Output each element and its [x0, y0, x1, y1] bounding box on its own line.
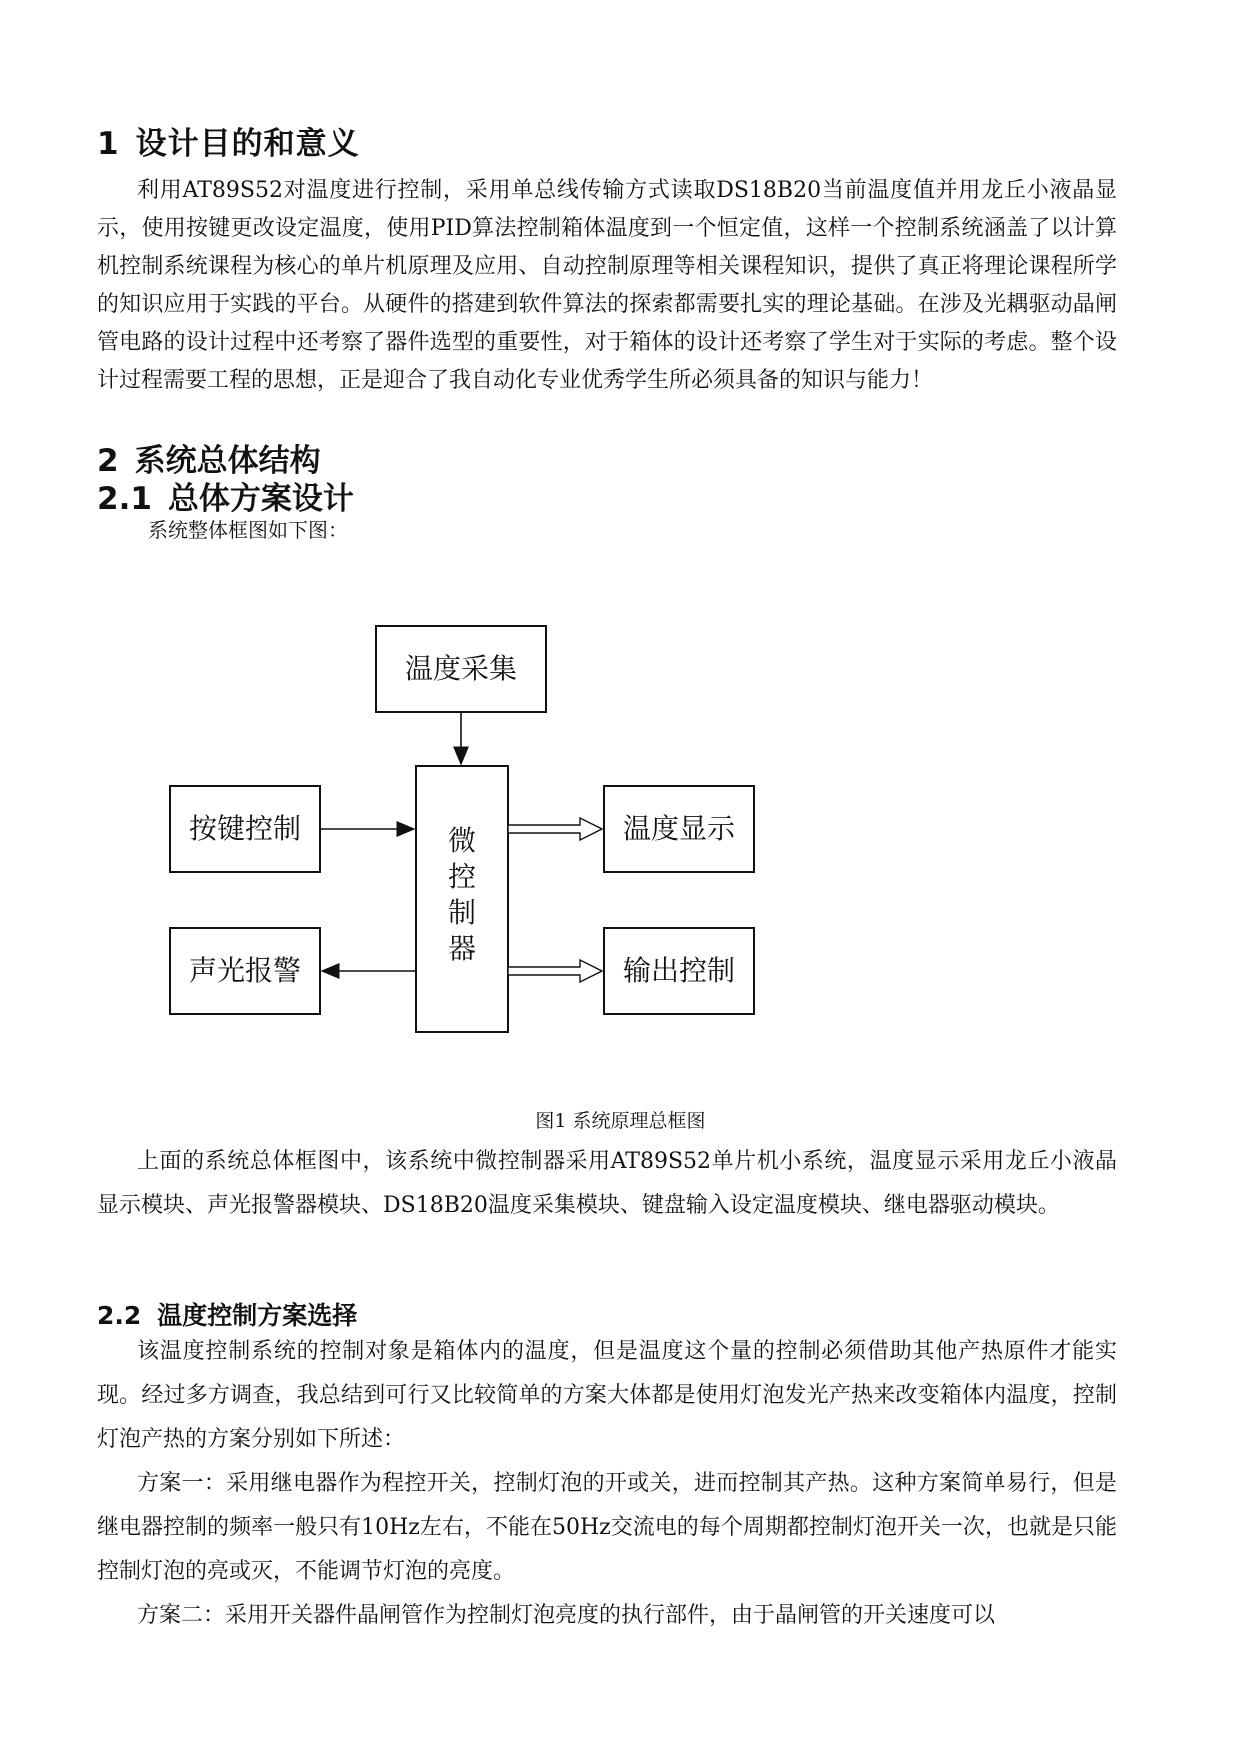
label-mcu-char-3: 制	[447, 896, 477, 929]
label-output-control: 输出控制	[622, 954, 736, 987]
hollow-arrow-mcu-to-output	[508, 960, 602, 982]
label-temperature-acquisition: 温度采集	[404, 652, 518, 685]
section-2-2-number: 2.2	[97, 1301, 142, 1330]
section-2-number: 2	[97, 443, 119, 479]
label-alarm: 声光报警	[188, 954, 302, 987]
label-mcu-char-2: 控	[447, 860, 477, 893]
label-mcu-char-1: 微	[447, 824, 477, 857]
section-2-2-paragraph-2: 方案一：采用继电器作为程控开关，控制灯泡的开或关，进而控制其产热。这种方案简单易行，但是继电器控制的频率一般只有10Hz左右，不能在50Hz交流电的每个周期都控制灯泡开关一次，也就是只能控制灯泡的亮或灭，不能调节灯泡的亮度。	[97, 1471, 1117, 1584]
section-2-2-paragraph-1: 该温度控制系统的控制对象是箱体内的温度，但是温度这个量的控制必须借助其他产热原件才能实现。经过多方调查，我总结到可行又比较简单的方案大体都是使用灯泡发光产热来改变箱体内温度，控制灯泡产热的方案分别如下所述：	[97, 1339, 1117, 1452]
diagram-explanation-paragraph: 上面的系统总体框图中，该系统中微控制器采用AT89S52单片机小系统，温度显示采用龙丘小液晶显示模块、声光报警器模块、DS18B20温度采集模块、键盘输入设定温度模块、继电器驱动模块。	[97, 1149, 1117, 1218]
section-2-1-number: 2.1	[97, 481, 152, 517]
label-key-control: 按键控制	[188, 812, 302, 845]
section-2-title: 系统总体结构	[134, 443, 321, 479]
section-2-2-paragraph-3: 方案二：采用开关器件晶闸管作为控制灯泡亮度的执行部件，由于晶闸管的开关速度可以	[137, 1603, 996, 1628]
section-2-1-title: 总体方案设计	[167, 481, 354, 517]
figure-caption: 图1 系统原理总框图	[535, 1110, 706, 1132]
section-2-2-heading	[97, 1296, 357, 1332]
section-1-paragraph: 利用AT89S52对温度进行控制，采用单总线传输方式读取DS18B20当前温度值并用龙丘小液晶显示，使用按键更改设定温度，使用PID算法控制箱体温度到一个恒定值，这样一个控制系统涵盖了以计算机控制系统课程为核心的单片机原理及应用、自动控制原理等相关课程知识，提供了真正将理论课程所学的知识应用于实践的平台。从硬件的搭建到软件算法的探索都需要扎实的理论基础。在涉及光耦驱动晶闸管电路的设计过程中还考察了器件选型的重要性，对于箱体的设计还考察了学生对于实际的考虑。整个设计过程需要工程的思想，正是迎合了我自动化专业优秀学生所必须具备的知识与能力！	[97, 178, 1117, 393]
section-1-number: 1	[97, 126, 120, 162]
diagram-intro: 系统整体框图如下图：	[148, 518, 348, 542]
section-1-title: 设计目的和意义	[135, 126, 360, 162]
label-temperature-display: 温度显示	[622, 812, 736, 845]
label-mcu-char-4: 器	[447, 932, 477, 965]
hollow-arrow-mcu-to-display	[508, 818, 602, 840]
section-2-2-title: 温度控制方案选择	[157, 1301, 358, 1330]
